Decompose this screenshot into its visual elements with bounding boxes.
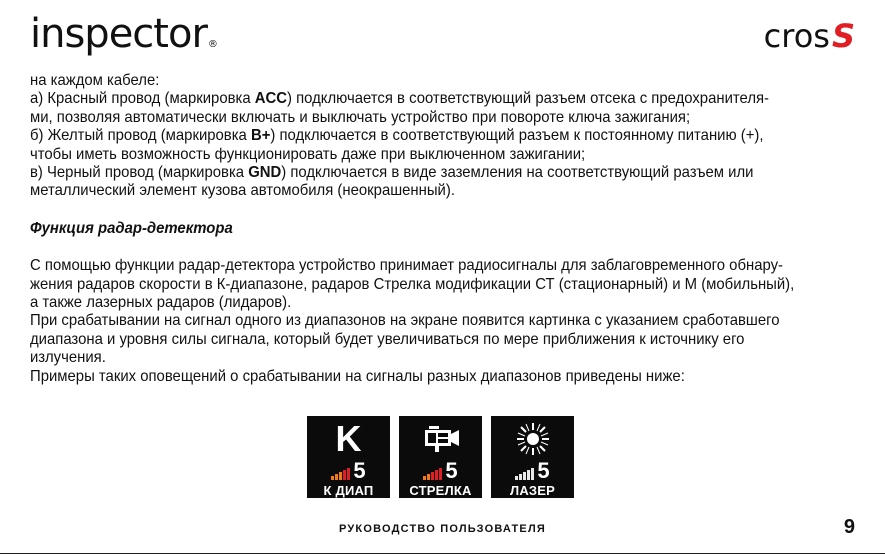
strelka-camera-icon	[419, 424, 463, 454]
text-line: а также лазерных радаров (лидаров).	[30, 294, 292, 312]
manual-text	[30, 72, 854, 386]
signal-level: 5	[353, 458, 366, 483]
footer-title: РУКОВОДСТВО ПОЛЬЗОВАТЕЛЯ	[338, 523, 546, 535]
text-line: б) Желтый провод (маркировка B+) подключается в соответствующий разъем к постоянному питанию (+),	[30, 127, 764, 145]
inspector-logo	[30, 11, 217, 57]
cross-logo-s-mark: S	[831, 17, 855, 55]
signal-bars-icon	[331, 468, 350, 480]
text-line: ми, позволяя автоматически включать и выключать устройство при повороте ключа зажигания;	[30, 108, 691, 126]
marking-bplus: B+	[250, 127, 271, 145]
signal-meter	[515, 458, 550, 483]
text-line: диапазона и уровня силы сигнала, который будет увеличиваться по мере приближения к источнику его	[30, 330, 745, 348]
registered-mark: ®	[207, 39, 217, 50]
signal-bars-icon	[515, 468, 534, 480]
signal-meter	[331, 458, 366, 483]
text-line: металлический элемент кузова автомобиля (неокрашенный).	[30, 182, 455, 200]
text-line: излучения.	[30, 349, 106, 367]
marking-acc: ACC	[254, 90, 287, 108]
alert-label: К ДИАП	[323, 483, 374, 498]
cross-logo	[763, 17, 855, 55]
text-line: При срабатывании на сигнал одного из диапазонов на экране появится картинка с указанием сработавшего	[30, 312, 780, 330]
text-line: Примеры таких оповещений о срабатывании на сигналы разных диапазонов приведены ниже:	[30, 367, 685, 385]
signal-level: 5	[537, 458, 550, 483]
signal-bars-icon	[423, 468, 442, 480]
alert-examples	[307, 416, 574, 498]
section-heading: Функция радар-детектора	[30, 219, 233, 237]
text-line: чтобы иметь возможность функционировать даже при выключенном зажигании;	[30, 145, 586, 163]
k-band-alert	[307, 416, 390, 498]
page-number: 9	[843, 516, 855, 538]
strelka-alert	[399, 416, 482, 498]
text-line: в) Черный провод (маркировка GND) подключается в виде заземления на соответствующий разъем или	[30, 164, 754, 182]
alert-label: СТРЕЛКА	[409, 483, 472, 498]
k-band-symbol: K	[335, 418, 362, 459]
inspector-logo-text: inspector	[30, 11, 207, 57]
marking-gnd: GND	[248, 164, 282, 182]
text-line: а) Красный провод (маркировка ACC) подключается в соответствующий разъем отсека с предохранителя-	[30, 90, 770, 108]
cross-logo-text: cros	[763, 17, 830, 55]
signal-level: 5	[445, 458, 458, 483]
signal-meter	[423, 458, 458, 483]
bottom-rule	[0, 553, 885, 554]
alert-label: ЛАЗЕР	[510, 483, 555, 498]
text-line: С помощью функции радар-детектора устройство принимает радиосигналы для заблаговременного обнару-	[30, 257, 783, 275]
text-line: на каждом кабеле:	[30, 72, 160, 89]
laser-alert	[491, 416, 574, 498]
laser-burst-icon	[513, 421, 553, 457]
text-line: жения радаров скорости в К-диапазоне, радаров Стрелка модификации СТ (стационарный) и М (мобильный),	[30, 275, 795, 293]
